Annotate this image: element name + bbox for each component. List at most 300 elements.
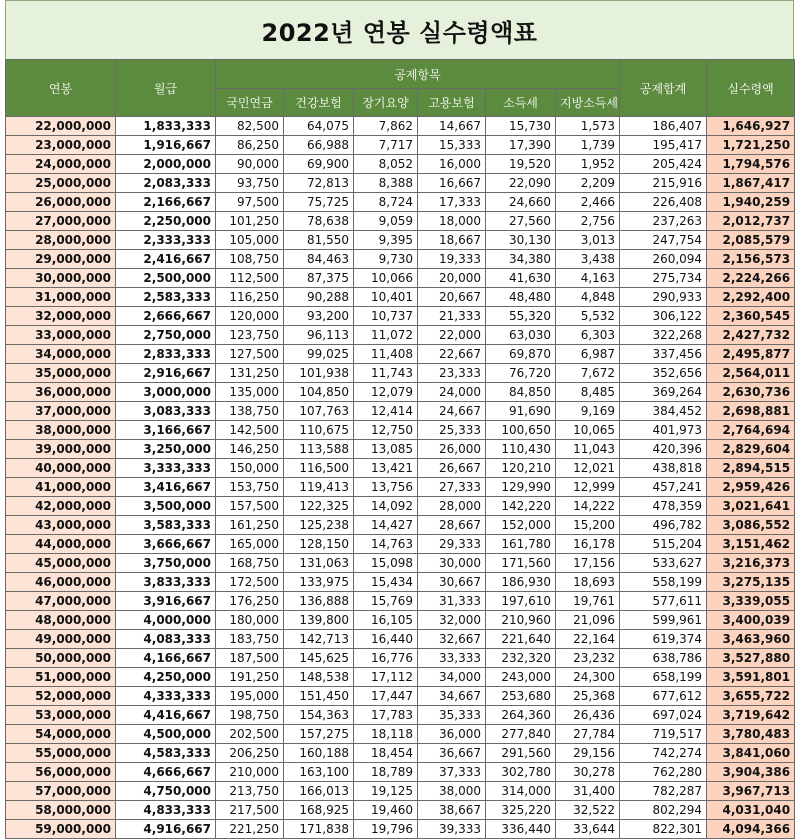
income-tax-cell: 100,650: [486, 421, 556, 440]
income-tax-cell: 48,480: [486, 288, 556, 307]
table-row: [6, 516, 795, 535]
health-insurance-cell: 145,625: [284, 649, 354, 668]
long-term-care-cell: 7,862: [354, 117, 418, 136]
monthly-cell: 3,500,000: [116, 497, 216, 516]
salary-cell: 34,000,000: [6, 345, 116, 364]
employment-insurance-cell: 33,333: [418, 649, 486, 668]
table-row: [6, 706, 795, 725]
salary-cell: 33,000,000: [6, 326, 116, 345]
total-deduction-cell: 577,611: [620, 592, 707, 611]
employment-insurance-cell: 38,000: [418, 782, 486, 801]
income-tax-cell: 277,840: [486, 725, 556, 744]
long-term-care-cell: 13,085: [354, 440, 418, 459]
income-tax-cell: 336,440: [486, 820, 556, 839]
employment-insurance-cell: 32,000: [418, 611, 486, 630]
local-income-tax-cell: 6,987: [556, 345, 620, 364]
monthly-cell: 2,916,667: [116, 364, 216, 383]
salary-cell: 31,000,000: [6, 288, 116, 307]
health-insurance-cell: 154,363: [284, 706, 354, 725]
employment-insurance-cell: 20,000: [418, 269, 486, 288]
total-deduction-cell: 322,268: [620, 326, 707, 345]
long-term-care-cell: 8,724: [354, 193, 418, 212]
local-income-tax-cell: 16,178: [556, 535, 620, 554]
pension-cell: 221,250: [216, 820, 284, 839]
employment-insurance-cell: 24,000: [418, 383, 486, 402]
employment-insurance-cell: 34,000: [418, 668, 486, 687]
net-pay-cell: 2,012,737: [707, 212, 795, 231]
income-tax-cell: 19,520: [486, 155, 556, 174]
total-deduction-cell: 226,408: [620, 193, 707, 212]
net-pay-cell: 2,564,011: [707, 364, 795, 383]
total-deduction-cell: 384,452: [620, 402, 707, 421]
pension-cell: 157,500: [216, 497, 284, 516]
long-term-care-cell: 17,783: [354, 706, 418, 725]
header-health-insurance: 건강보험: [284, 89, 354, 117]
table-row: [6, 630, 795, 649]
long-term-care-cell: 12,414: [354, 402, 418, 421]
long-term-care-cell: 17,112: [354, 668, 418, 687]
table-row: [6, 288, 795, 307]
local-income-tax-cell: 2,756: [556, 212, 620, 231]
pension-cell: 108,750: [216, 250, 284, 269]
total-deduction-cell: 247,754: [620, 231, 707, 250]
local-income-tax-cell: 14,222: [556, 497, 620, 516]
local-income-tax-cell: 30,278: [556, 763, 620, 782]
pension-cell: 180,000: [216, 611, 284, 630]
salary-cell: 58,000,000: [6, 801, 116, 820]
local-income-tax-cell: 26,436: [556, 706, 620, 725]
net-pay-cell: 2,292,400: [707, 288, 795, 307]
monthly-cell: 4,500,000: [116, 725, 216, 744]
health-insurance-cell: 107,763: [284, 402, 354, 421]
health-insurance-cell: 110,675: [284, 421, 354, 440]
pension-cell: 90,000: [216, 155, 284, 174]
net-pay-cell: 3,086,552: [707, 516, 795, 535]
income-tax-cell: 41,630: [486, 269, 556, 288]
header-employment-insurance: 고용보험: [418, 89, 486, 117]
salary-cell: 57,000,000: [6, 782, 116, 801]
table-title: 2022년 연봉 실수령액표: [5, 0, 794, 59]
pension-cell: 101,250: [216, 212, 284, 231]
monthly-cell: 4,916,667: [116, 820, 216, 839]
health-insurance-cell: 104,850: [284, 383, 354, 402]
total-deduction-cell: 697,024: [620, 706, 707, 725]
health-insurance-cell: 93,200: [284, 307, 354, 326]
header-long-term-care: 장기요양: [354, 89, 418, 117]
employment-insurance-cell: 23,333: [418, 364, 486, 383]
monthly-cell: 3,916,667: [116, 592, 216, 611]
pension-cell: 202,500: [216, 725, 284, 744]
local-income-tax-cell: 1,952: [556, 155, 620, 174]
income-tax-cell: 253,680: [486, 687, 556, 706]
table-row: [6, 820, 795, 839]
local-income-tax-cell: 2,209: [556, 174, 620, 193]
local-income-tax-cell: 4,163: [556, 269, 620, 288]
long-term-care-cell: 16,776: [354, 649, 418, 668]
total-deduction-cell: 533,627: [620, 554, 707, 573]
long-term-care-cell: 16,440: [354, 630, 418, 649]
monthly-cell: 4,083,333: [116, 630, 216, 649]
salary-cell: 26,000,000: [6, 193, 116, 212]
total-deduction-cell: 478,359: [620, 497, 707, 516]
pension-cell: 86,250: [216, 136, 284, 155]
employment-insurance-cell: 22,000: [418, 326, 486, 345]
monthly-cell: 3,750,000: [116, 554, 216, 573]
long-term-care-cell: 11,743: [354, 364, 418, 383]
local-income-tax-cell: 8,485: [556, 383, 620, 402]
local-income-tax-cell: 1,739: [556, 136, 620, 155]
income-tax-cell: 24,660: [486, 193, 556, 212]
total-deduction-cell: 677,612: [620, 687, 707, 706]
employment-insurance-cell: 26,000: [418, 440, 486, 459]
income-tax-cell: 264,360: [486, 706, 556, 725]
net-pay-cell: 2,156,573: [707, 250, 795, 269]
long-term-care-cell: 18,118: [354, 725, 418, 744]
total-deduction-cell: 237,263: [620, 212, 707, 231]
total-deduction-cell: 275,734: [620, 269, 707, 288]
net-pay-cell: 3,780,483: [707, 725, 795, 744]
employment-insurance-cell: 24,667: [418, 402, 486, 421]
local-income-tax-cell: 1,573: [556, 117, 620, 136]
pension-cell: 168,750: [216, 554, 284, 573]
monthly-cell: 1,916,667: [116, 136, 216, 155]
monthly-cell: 3,416,667: [116, 478, 216, 497]
salary-cell: 53,000,000: [6, 706, 116, 725]
salary-cell: 46,000,000: [6, 573, 116, 592]
local-income-tax-cell: 12,021: [556, 459, 620, 478]
health-insurance-cell: 139,800: [284, 611, 354, 630]
total-deduction-cell: 719,517: [620, 725, 707, 744]
net-pay-cell: 3,841,060: [707, 744, 795, 763]
health-insurance-cell: 116,500: [284, 459, 354, 478]
net-pay-cell: 3,400,039: [707, 611, 795, 630]
health-insurance-cell: 87,375: [284, 269, 354, 288]
salary-table: [5, 59, 795, 839]
pension-cell: 116,250: [216, 288, 284, 307]
salary-cell: 27,000,000: [6, 212, 116, 231]
table-row: [6, 725, 795, 744]
long-term-care-cell: 10,066: [354, 269, 418, 288]
table-row: [6, 573, 795, 592]
employment-insurance-cell: 18,000: [418, 212, 486, 231]
net-pay-cell: 2,224,266: [707, 269, 795, 288]
pension-cell: 210,000: [216, 763, 284, 782]
income-tax-cell: 302,780: [486, 763, 556, 782]
income-tax-cell: 110,430: [486, 440, 556, 459]
monthly-cell: 4,833,333: [116, 801, 216, 820]
pension-cell: 198,750: [216, 706, 284, 725]
health-insurance-cell: 151,450: [284, 687, 354, 706]
salary-cell: 55,000,000: [6, 744, 116, 763]
net-pay-cell: 1,940,259: [707, 193, 795, 212]
monthly-cell: 3,083,333: [116, 402, 216, 421]
income-tax-cell: 243,000: [486, 668, 556, 687]
monthly-cell: 1,833,333: [116, 117, 216, 136]
local-income-tax-cell: 32,522: [556, 801, 620, 820]
header-net: 실수령액: [707, 60, 795, 117]
monthly-cell: 2,750,000: [116, 326, 216, 345]
employment-insurance-cell: 37,333: [418, 763, 486, 782]
monthly-cell: 2,833,333: [116, 345, 216, 364]
salary-cell: 54,000,000: [6, 725, 116, 744]
salary-cell: 43,000,000: [6, 516, 116, 535]
local-income-tax-cell: 18,693: [556, 573, 620, 592]
health-insurance-cell: 78,638: [284, 212, 354, 231]
table-row: [6, 592, 795, 611]
total-deduction-cell: 762,280: [620, 763, 707, 782]
pension-cell: 153,750: [216, 478, 284, 497]
header-deduction-group: 공제항목: [216, 60, 620, 89]
pension-cell: 105,000: [216, 231, 284, 250]
monthly-cell: 4,416,667: [116, 706, 216, 725]
monthly-cell: 4,666,667: [116, 763, 216, 782]
net-pay-cell: 1,867,417: [707, 174, 795, 193]
local-income-tax-cell: 27,784: [556, 725, 620, 744]
income-tax-cell: 17,390: [486, 136, 556, 155]
monthly-cell: 4,000,000: [116, 611, 216, 630]
salary-cell: 24,000,000: [6, 155, 116, 174]
salary-cell: 41,000,000: [6, 478, 116, 497]
header-local-income-tax: 지방소득세: [556, 89, 620, 117]
local-income-tax-cell: 10,065: [556, 421, 620, 440]
employment-insurance-cell: 16,667: [418, 174, 486, 193]
health-insurance-cell: 84,463: [284, 250, 354, 269]
total-deduction-cell: 401,973: [620, 421, 707, 440]
pension-cell: 213,750: [216, 782, 284, 801]
salary-cell: 38,000,000: [6, 421, 116, 440]
employment-insurance-cell: 32,667: [418, 630, 486, 649]
monthly-cell: 2,416,667: [116, 250, 216, 269]
monthly-cell: 4,250,000: [116, 668, 216, 687]
employment-insurance-cell: 22,667: [418, 345, 486, 364]
local-income-tax-cell: 5,532: [556, 307, 620, 326]
health-insurance-cell: 81,550: [284, 231, 354, 250]
total-deduction-cell: 782,287: [620, 782, 707, 801]
total-deduction-cell: 352,656: [620, 364, 707, 383]
net-pay-cell: 3,463,960: [707, 630, 795, 649]
long-term-care-cell: 9,059: [354, 212, 418, 231]
pension-cell: 120,000: [216, 307, 284, 326]
health-insurance-cell: 168,925: [284, 801, 354, 820]
total-deduction-cell: 260,094: [620, 250, 707, 269]
net-pay-cell: 2,959,426: [707, 478, 795, 497]
pension-cell: 206,250: [216, 744, 284, 763]
net-pay-cell: 3,275,135: [707, 573, 795, 592]
header-income-tax: 소득세: [486, 89, 556, 117]
income-tax-cell: 314,000: [486, 782, 556, 801]
table-row: [6, 459, 795, 478]
total-deduction-cell: 619,374: [620, 630, 707, 649]
long-term-care-cell: 19,796: [354, 820, 418, 839]
income-tax-cell: 120,210: [486, 459, 556, 478]
long-term-care-cell: 11,408: [354, 345, 418, 364]
salary-cell: 49,000,000: [6, 630, 116, 649]
total-deduction-cell: 215,916: [620, 174, 707, 193]
total-deduction-cell: 438,818: [620, 459, 707, 478]
net-pay-cell: 2,427,732: [707, 326, 795, 345]
long-term-care-cell: 15,434: [354, 573, 418, 592]
income-tax-cell: 30,130: [486, 231, 556, 250]
employment-insurance-cell: 25,333: [418, 421, 486, 440]
health-insurance-cell: 131,063: [284, 554, 354, 573]
long-term-care-cell: 7,717: [354, 136, 418, 155]
total-deduction-cell: 515,204: [620, 535, 707, 554]
local-income-tax-cell: 2,466: [556, 193, 620, 212]
local-income-tax-cell: 6,303: [556, 326, 620, 345]
salary-cell: 52,000,000: [6, 687, 116, 706]
table-row: [6, 535, 795, 554]
pension-cell: 195,000: [216, 687, 284, 706]
local-income-tax-cell: 31,400: [556, 782, 620, 801]
pension-cell: 187,500: [216, 649, 284, 668]
total-deduction-cell: 658,199: [620, 668, 707, 687]
net-pay-cell: 3,591,801: [707, 668, 795, 687]
health-insurance-cell: 160,188: [284, 744, 354, 763]
income-tax-cell: 161,780: [486, 535, 556, 554]
total-deduction-cell: 496,782: [620, 516, 707, 535]
long-term-care-cell: 19,460: [354, 801, 418, 820]
monthly-cell: 3,583,333: [116, 516, 216, 535]
employment-insurance-cell: 17,333: [418, 193, 486, 212]
salary-cell: 28,000,000: [6, 231, 116, 250]
net-pay-cell: 2,360,545: [707, 307, 795, 326]
table-row: [6, 611, 795, 630]
income-tax-cell: 15,730: [486, 117, 556, 136]
table-row: [6, 478, 795, 497]
income-tax-cell: 27,560: [486, 212, 556, 231]
income-tax-cell: 76,720: [486, 364, 556, 383]
table-row: [6, 554, 795, 573]
long-term-care-cell: 14,092: [354, 497, 418, 516]
monthly-cell: 2,583,333: [116, 288, 216, 307]
local-income-tax-cell: 19,761: [556, 592, 620, 611]
salary-cell: 40,000,000: [6, 459, 116, 478]
monthly-cell: 3,250,000: [116, 440, 216, 459]
net-pay-cell: 3,719,642: [707, 706, 795, 725]
table-row: [6, 117, 795, 136]
income-tax-cell: 210,960: [486, 611, 556, 630]
pension-cell: 127,500: [216, 345, 284, 364]
pension-cell: 176,250: [216, 592, 284, 611]
table-row: [6, 364, 795, 383]
net-pay-cell: 3,904,386: [707, 763, 795, 782]
table-row: [6, 801, 795, 820]
long-term-care-cell: 17,447: [354, 687, 418, 706]
pension-cell: 131,250: [216, 364, 284, 383]
long-term-care-cell: 12,079: [354, 383, 418, 402]
pension-cell: 172,500: [216, 573, 284, 592]
local-income-tax-cell: 17,156: [556, 554, 620, 573]
table-row: [6, 402, 795, 421]
net-pay-cell: 2,894,515: [707, 459, 795, 478]
health-insurance-cell: 96,113: [284, 326, 354, 345]
employment-insurance-cell: 29,333: [418, 535, 486, 554]
table-row: [6, 231, 795, 250]
salary-cell: 48,000,000: [6, 611, 116, 630]
salary-cell: 51,000,000: [6, 668, 116, 687]
header-monthly: 월급: [116, 60, 216, 117]
monthly-cell: 2,083,333: [116, 174, 216, 193]
net-pay-cell: 3,216,373: [707, 554, 795, 573]
net-pay-cell: 3,339,055: [707, 592, 795, 611]
long-term-care-cell: 14,763: [354, 535, 418, 554]
pension-cell: 183,750: [216, 630, 284, 649]
long-term-care-cell: 11,072: [354, 326, 418, 345]
net-pay-cell: 3,527,880: [707, 649, 795, 668]
monthly-cell: 3,666,667: [116, 535, 216, 554]
salary-cell: 59,000,000: [6, 820, 116, 839]
net-pay-cell: 2,085,579: [707, 231, 795, 250]
health-insurance-cell: 157,275: [284, 725, 354, 744]
employment-insurance-cell: 28,667: [418, 516, 486, 535]
health-insurance-cell: 136,888: [284, 592, 354, 611]
employment-insurance-cell: 27,333: [418, 478, 486, 497]
net-pay-cell: 3,967,713: [707, 782, 795, 801]
local-income-tax-cell: 22,164: [556, 630, 620, 649]
salary-cell: 23,000,000: [6, 136, 116, 155]
employment-insurance-cell: 26,667: [418, 459, 486, 478]
employment-insurance-cell: 35,333: [418, 706, 486, 725]
income-tax-cell: 232,320: [486, 649, 556, 668]
income-tax-cell: 129,990: [486, 478, 556, 497]
health-insurance-cell: 64,075: [284, 117, 354, 136]
table-row: [6, 345, 795, 364]
net-pay-cell: 3,021,641: [707, 497, 795, 516]
local-income-tax-cell: 33,644: [556, 820, 620, 839]
salary-cell: 47,000,000: [6, 592, 116, 611]
salary-cell: 32,000,000: [6, 307, 116, 326]
health-insurance-cell: 66,988: [284, 136, 354, 155]
employment-insurance-cell: 14,667: [418, 117, 486, 136]
local-income-tax-cell: 21,096: [556, 611, 620, 630]
pension-cell: 165,000: [216, 535, 284, 554]
table-row: [6, 421, 795, 440]
income-tax-cell: 221,640: [486, 630, 556, 649]
total-deduction-cell: 186,407: [620, 117, 707, 136]
long-term-care-cell: 15,098: [354, 554, 418, 573]
local-income-tax-cell: 9,169: [556, 402, 620, 421]
pension-cell: 146,250: [216, 440, 284, 459]
pension-cell: 191,250: [216, 668, 284, 687]
monthly-cell: 4,166,667: [116, 649, 216, 668]
pension-cell: 135,000: [216, 383, 284, 402]
monthly-cell: 2,166,667: [116, 193, 216, 212]
employment-insurance-cell: 38,667: [418, 801, 486, 820]
income-tax-cell: 84,850: [486, 383, 556, 402]
income-tax-cell: 197,610: [486, 592, 556, 611]
long-term-care-cell: 15,769: [354, 592, 418, 611]
health-insurance-cell: 72,813: [284, 174, 354, 193]
total-deduction-cell: 420,396: [620, 440, 707, 459]
long-term-care-cell: 10,401: [354, 288, 418, 307]
monthly-cell: 2,250,000: [116, 212, 216, 231]
monthly-cell: 4,750,000: [116, 782, 216, 801]
pension-cell: 138,750: [216, 402, 284, 421]
total-deduction-cell: 195,417: [620, 136, 707, 155]
monthly-cell: 2,000,000: [116, 155, 216, 174]
monthly-cell: 3,333,333: [116, 459, 216, 478]
employment-insurance-cell: 20,667: [418, 288, 486, 307]
employment-insurance-cell: 15,333: [418, 136, 486, 155]
total-deduction-cell: 290,933: [620, 288, 707, 307]
employment-insurance-cell: 19,333: [418, 250, 486, 269]
total-deduction-cell: 457,241: [620, 478, 707, 497]
monthly-cell: 2,666,667: [116, 307, 216, 326]
employment-insurance-cell: 21,333: [418, 307, 486, 326]
salary-cell: 39,000,000: [6, 440, 116, 459]
employment-insurance-cell: 30,000: [418, 554, 486, 573]
table-row: [6, 193, 795, 212]
